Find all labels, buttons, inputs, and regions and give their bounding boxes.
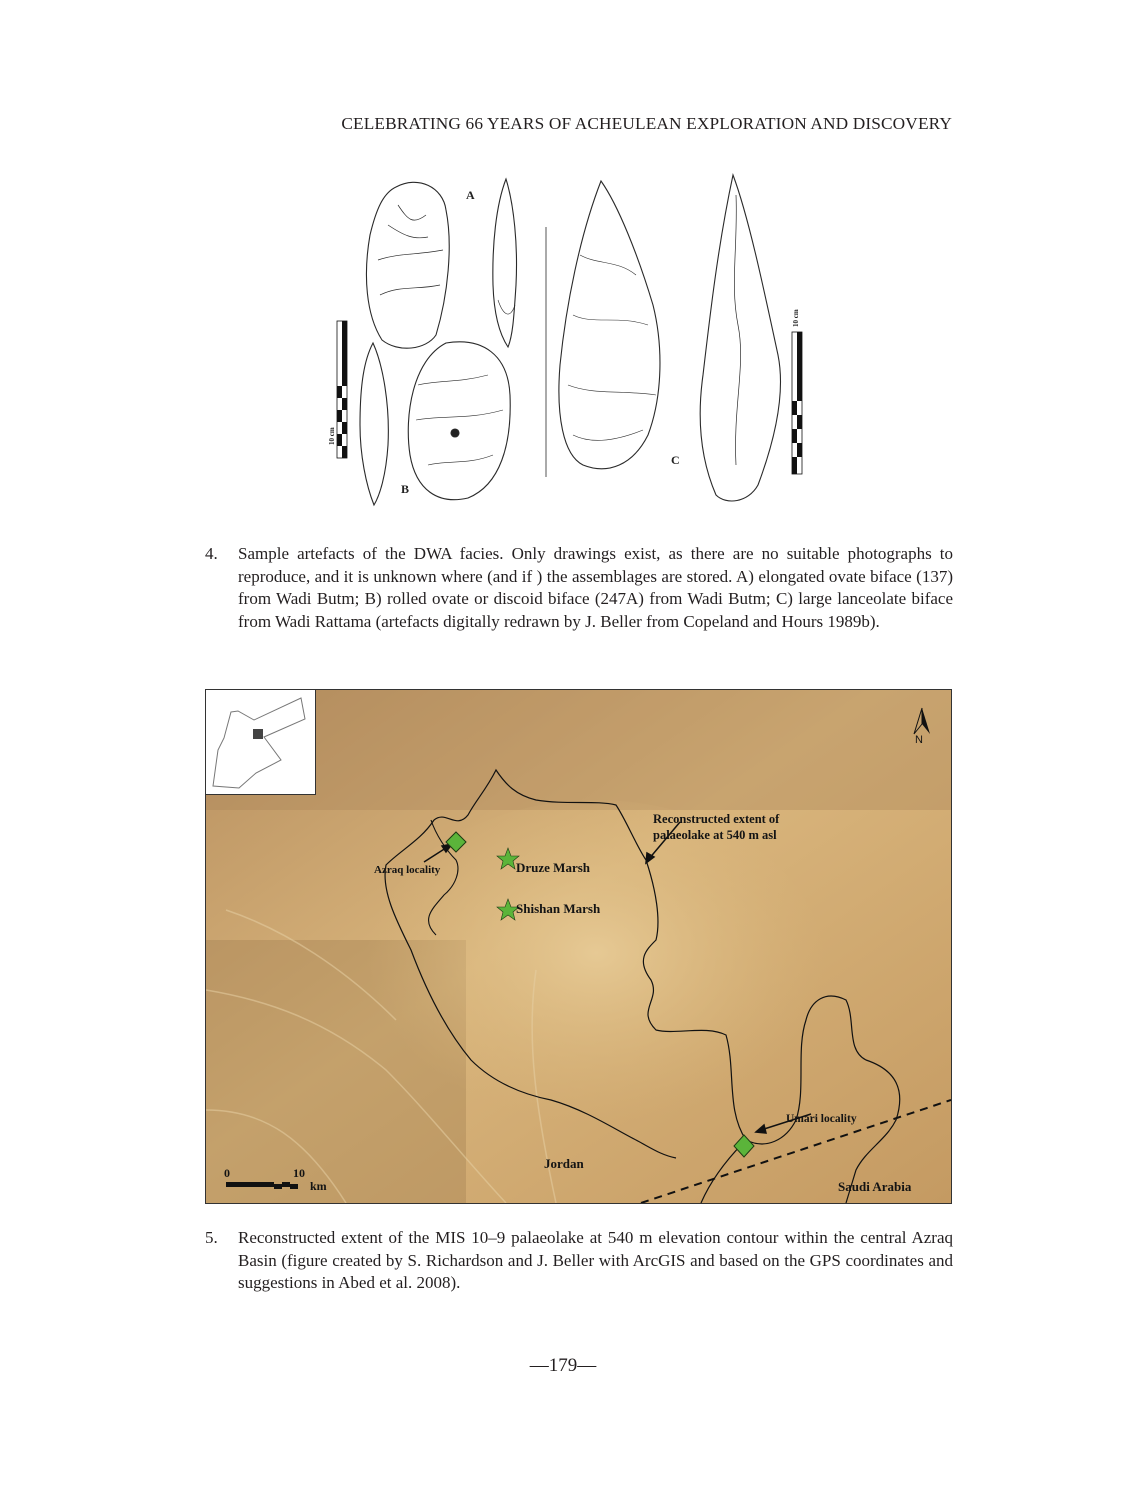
extent-label-line2: palaeolake at 540 m asl <box>653 828 777 842</box>
biface-a-profile <box>493 179 517 347</box>
biface-c-profile <box>700 175 780 501</box>
caption-number: 5. <box>205 1228 218 1247</box>
figure-5-caption <box>205 1227 953 1295</box>
biface-c-face <box>559 181 660 469</box>
scale-bar-left <box>337 321 347 458</box>
scale-label-left: 10 cm <box>328 427 336 445</box>
map-svg <box>206 690 951 1203</box>
figure-4-caption <box>205 543 953 634</box>
biface-b-face <box>408 342 510 500</box>
artefact-drawings-svg <box>318 165 828 530</box>
extent-label-line1: Reconstructed extent of <box>653 812 780 826</box>
jordan-label: Jordan <box>544 1156 584 1171</box>
panel-label-b: B <box>401 482 410 496</box>
shishan-marsh-label: Shishan Marsh <box>516 901 601 916</box>
biface-b-profile <box>360 343 388 505</box>
running-head: CELEBRATING 66 YEARS OF ACHEULEAN EXPLORATION AND DISCOVERY <box>341 114 952 133</box>
umari-locality-label: Umari locality <box>786 1113 857 1125</box>
scale-unit-label: km <box>310 1179 327 1193</box>
caption-number: 4. <box>205 544 218 563</box>
biface-a-face <box>366 182 449 348</box>
caption-text: Reconstructed extent of the MIS 10–9 palaeolake at 540 m elevation contour within the central Azraq Basin (figure created by S. Richardson and J. Beller with ArcGIS and based on the GPS coordinates and suggestions in Abed et al. 2008). <box>238 1228 953 1293</box>
study-area-box <box>253 729 263 739</box>
scale-label-right: 10 cm <box>792 309 800 327</box>
azraq-locality-label: Azraq locality <box>374 864 441 876</box>
page-number: —179— <box>529 1355 597 1376</box>
scale-bar-right <box>792 332 802 474</box>
inset-locator-map <box>206 690 316 795</box>
north-label: N <box>915 734 923 746</box>
caption-text: Sample artefacts of the DWA facies. Only drawings exist, as there are no suitable photographs to reproduce, and it is unknown where (and if ) the assemblages are stored. A) elongated ovate biface (137) from Wadi Butm; B) rolled ovate or discoid biface (247A) from Wadi Butm; C) large lanceolate biface from Wadi Rattama (artefacts digitally redrawn by J. Beller from Copeland and Hours 1989b). <box>238 544 953 632</box>
scale-start-label: 0 <box>224 1166 230 1180</box>
panel-label-c: C <box>671 453 680 467</box>
panel-label-a: A <box>466 188 475 202</box>
scale-end-label: 10 <box>293 1166 305 1180</box>
jordan-outline <box>213 698 305 788</box>
saudi-arabia-label: Saudi Arabia <box>838 1179 912 1194</box>
druze-marsh-label: Druze Marsh <box>516 860 591 875</box>
figure-4-artefact-drawings <box>318 165 828 530</box>
figure-5-map <box>205 689 952 1204</box>
